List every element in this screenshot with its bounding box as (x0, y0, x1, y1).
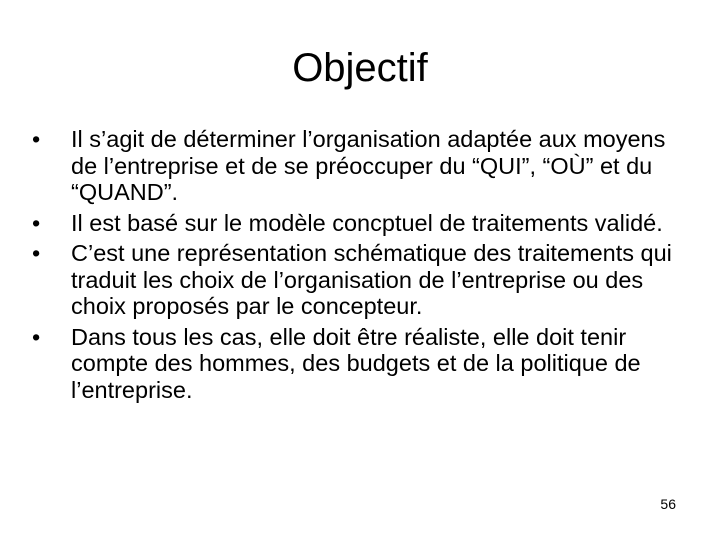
page-number: 56 (660, 496, 676, 512)
bullet-icon: • (32, 240, 41, 266)
bullet-text: Il est basé sur le modèle concptuel de traitements validé. (71, 209, 663, 236)
bullet-item (32, 324, 692, 404)
bullet-text: C’est une représentation schématique des traitements qui traduit les choix de l’organisation de l’entreprise ou des choix proposés par le concepteur. (71, 240, 672, 319)
bullet-icon: • (32, 209, 41, 236)
bullet-item (32, 210, 692, 237)
bullet-list (32, 126, 692, 407)
bullet-text: Dans tous les cas, elle doit être réaliste, elle doit tenir compte des hommes, des budgets et de la politique de l’entreprise. (71, 323, 641, 403)
bullet-item (32, 126, 692, 206)
bullet-text: Il s’agit de déterminer l’organisation adaptée aux moyens de l’entreprise et de se préoccuper du “QUI”, “OÙ” et du “QUAND”. (71, 126, 666, 205)
bullet-icon: • (32, 126, 41, 152)
slide-title: Objectif (292, 46, 428, 90)
bullet-icon: • (32, 323, 41, 350)
bullet-item (32, 240, 692, 320)
